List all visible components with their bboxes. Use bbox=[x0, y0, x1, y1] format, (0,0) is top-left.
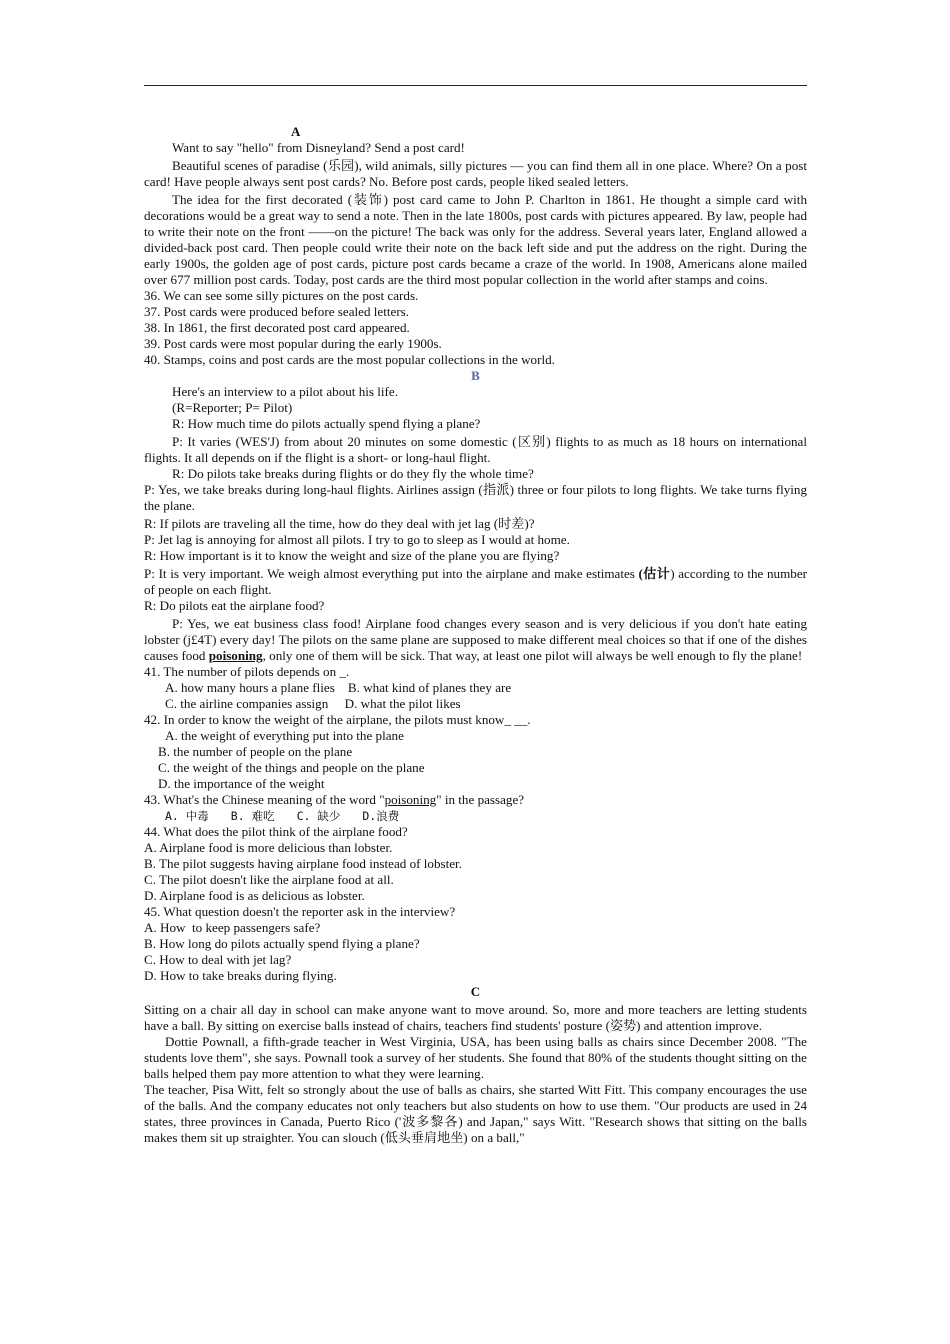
pilot-line-3: P: Jet lag is annoying for almost all pilots. I try to go to sleep as I would at home. bbox=[144, 532, 570, 547]
question-45: 45. What question doesn't the reporter ask in the interview? bbox=[144, 904, 456, 919]
reporter-line-2: R: Do pilots take breaks during flights or do they fly the whole time? bbox=[172, 466, 534, 481]
question-44-option-a: A. Airplane food is more delicious than lobster. bbox=[144, 840, 393, 855]
statement-39: 39. Post cards were most popular during the early 1900s. bbox=[144, 336, 442, 351]
pilot-line-5 bbox=[144, 616, 807, 664]
pilot-line-4-a: P: It is very important. We weigh almost everything put into the airplane and make estimates bbox=[144, 566, 639, 581]
question-43-word: poisoning bbox=[384, 792, 437, 807]
section-c-p3: The teacher, Pisa Witt, felt so strongly about the use of balls as chairs, she started Witt Fitt. This company encourages the use of the balls. And the company educates not only teachers but also students on how to use them. "Our products are used in 24 states, three provinces in Canada, Puerto Rico ('波多黎各) and Japan," says Witt. "Research shows that sitting on the balls makes them sit up straighter. You can slouch (低头垂肩地坐) on a ball," bbox=[144, 1082, 807, 1145]
pilot-line-4-b: (估计 bbox=[638, 566, 671, 581]
section-b-heading: B bbox=[471, 368, 480, 383]
question-42-option-a: A. the weight of everything put into the plane bbox=[165, 728, 404, 743]
statement-40: 40. Stamps, coins and post cards are the most popular collections in the world. bbox=[144, 352, 555, 367]
reporter-line-3: R: If pilots are traveling all the time, how do they deal with jet lag (时差)? bbox=[144, 516, 535, 531]
question-44: 44. What does the pilot think of the airplane food? bbox=[144, 824, 408, 839]
section-b-intro2: (R=Reporter; P= Pilot) bbox=[172, 400, 293, 415]
pilot-line-5-b: , only one of them will be sick. That way, at least one pilot will always be well enough to fly the plane! bbox=[262, 648, 803, 663]
question-42: 42. In order to know the weight of the airplane, the pilots must know_ __. bbox=[144, 712, 531, 727]
question-41: 41. The number of pilots depends on _. bbox=[144, 664, 350, 679]
question-43-option-c: C. 缺少 bbox=[296, 809, 341, 823]
pilot-line-4-c: ) according to the number of people on each flight. bbox=[144, 566, 807, 597]
question-44-option-c: C. The pilot doesn't like the airplane food at all. bbox=[144, 872, 394, 887]
question-45-option-c: C. How to deal with jet lag? bbox=[144, 952, 292, 967]
poisoning-word: poisoning bbox=[208, 648, 263, 663]
section-a-heading: A bbox=[291, 124, 301, 139]
pilot-line-4 bbox=[144, 566, 807, 598]
question-43-option-d: D.浪费 bbox=[362, 809, 400, 823]
question-43 bbox=[144, 792, 807, 808]
question-45-option-a: A. How to keep passengers safe? bbox=[144, 920, 321, 935]
reporter-line-4: R: How important is it to know the weight and size of the plane you are flying? bbox=[144, 548, 560, 563]
question-41-options-ab: A. how many hours a plane flies B. what kind of planes they are bbox=[165, 680, 512, 695]
question-43-option-b: B. 难吃 bbox=[230, 809, 275, 823]
question-43-a: 43. What's the Chinese meaning of the word " bbox=[144, 792, 385, 807]
statement-38: 38. In 1861, the first decorated post card appeared. bbox=[144, 320, 410, 335]
question-41-options-cd: C. the airline companies assign D. what the pilot likes bbox=[165, 696, 461, 711]
question-43-b: " in the passage? bbox=[436, 792, 525, 807]
section-a-p1: Want to say "hello" from Disneyland? Send a post card! bbox=[172, 140, 465, 155]
section-c-p1: Sitting on a chair all day in school can make anyone want to move around. So, more and more teachers are letting students have a ball. By sitting on exercise balls instead of chairs, teachers find students' posture (姿势) and attention improve. bbox=[144, 1002, 807, 1033]
pilot-line-2: P: Yes, we take breaks during long-haul flights. Airlines assign (指派) three or four pilots to long flights. We take turns flying the plane. bbox=[144, 482, 807, 513]
pilot-line-5-a: P: Yes, we eat business class food! Airplane food changes every season and is very delicious if you don't hate eating lobster (j£4T) every day! The pilots on the same plane are supposed to make different meal choices so that if one of the dishes causes food bbox=[144, 616, 807, 663]
section-a-p3: The idea for the first decorated (装饰) post card came to John P. Charlton in 1861. He thought a simple card with decorations would be a great way to send a note. Then in the late 1800s, post cards with pictures appeared. By law, people had to write their note on the front ——on the picture! The back was only for the address. Several years later, England allowed a divided-back post card. Then people could write their note on the back left side and put the address on the right. During the early 1900s, the golden age of post cards, picture post cards became a craze of the world. In 1908, Americans alone mailed over 677 million post cards. Today, post cards are the third most popular collection in the world after stamps and coins. bbox=[144, 192, 807, 287]
statement-37: 37. Post cards were produced before sealed letters. bbox=[144, 304, 410, 319]
section-c-heading: C bbox=[470, 984, 481, 999]
question-45-option-b: B. How long do pilots actually spend flying a plane? bbox=[144, 936, 420, 951]
document-body bbox=[144, 124, 807, 1146]
question-45-option-d: D. How to take breaks during flying. bbox=[144, 968, 337, 983]
section-c-p2: Dottie Pownall, a fifth-grade teacher in West Virginia, USA, has been using balls as chairs since December 2008. "The students love them", she says. Pownall took a survey of her students. She found that 80% of the students thought sitting on the balls helped them pay more attention to what they were learning. bbox=[144, 1034, 807, 1081]
question-42-option-b: B. the number of people on the plane bbox=[158, 744, 353, 759]
section-a-p2: Beautiful scenes of paradise (乐园), wild animals, silly pictures — you can find them all in one place. Where? On a post card! Have people always sent post cards? No. Before post cards, people liked sealed letters. bbox=[144, 158, 807, 189]
question-44-option-b: B. The pilot suggests having airplane food instead of lobster. bbox=[144, 856, 462, 871]
header-rule bbox=[144, 85, 807, 86]
section-b-intro1: Here's an interview to a pilot about his life. bbox=[172, 384, 398, 399]
question-43-options bbox=[144, 808, 807, 824]
pilot-line-1: P: It varies (WES'J) from about 20 minutes on some domestic (区别) flights to as much as 18 hours on international flights. It all depends on if the flight is a short- or long-haul flight. bbox=[144, 434, 807, 465]
statement-36: 36. We can see some silly pictures on the post cards. bbox=[144, 288, 419, 303]
reporter-line-5: R: Do pilots eat the airplane food? bbox=[144, 598, 325, 613]
question-42-option-d: D. the importance of the weight bbox=[158, 776, 325, 791]
reporter-line-1: R: How much time do pilots actually spend flying a plane? bbox=[172, 416, 481, 431]
question-43-option-a: A. 中毒 bbox=[165, 809, 209, 823]
question-44-option-d: D. Airplane food is as delicious as lobster. bbox=[144, 888, 365, 903]
question-42-option-c: C. the weight of the things and people on the plane bbox=[158, 760, 425, 775]
